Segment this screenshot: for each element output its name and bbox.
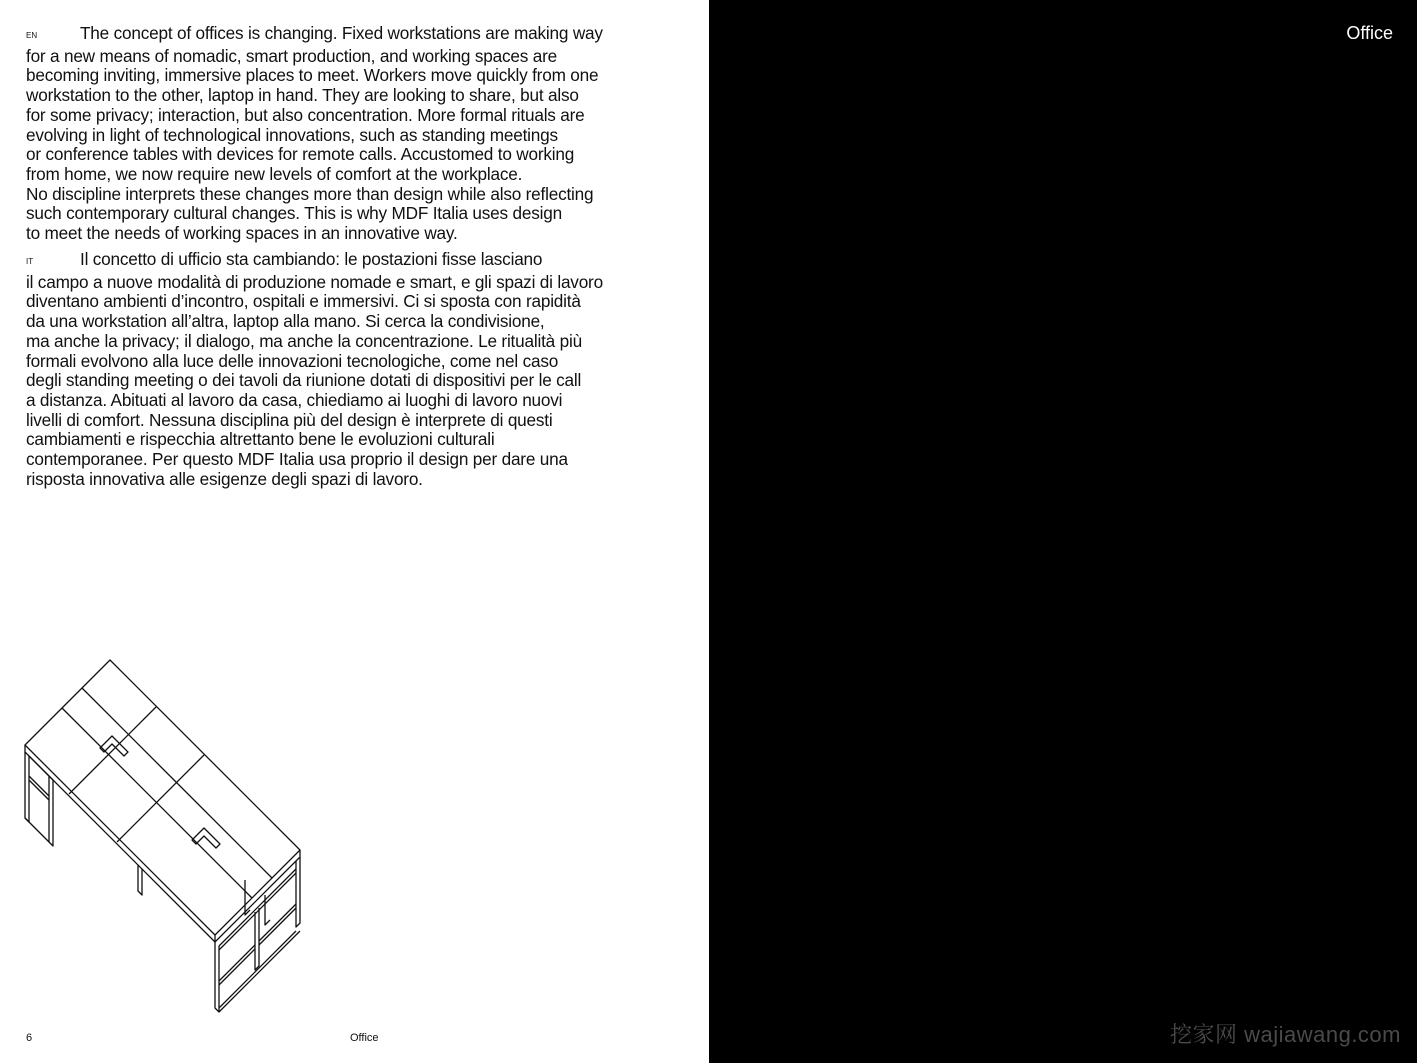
text-line [26, 292, 676, 312]
text-line-content: or conference tables with devices for remote calls. Accustomed to working [26, 144, 575, 165]
text-line-content: evolving in light of technological innovations, such as standing meetings [26, 124, 558, 145]
text-line-content: a distanza. Abituati al lavoro da casa, chiediamo ai luoghi di lavoro nuovi [26, 389, 563, 410]
text-line-content: formali evolvono alla luce delle innovazioni tecnologiche, come nel caso [26, 350, 559, 371]
text-line-content: workstation to the other, laptop in hand. They are looking to share, but also [26, 85, 579, 106]
text-line-content: for a new means of nomadic, smart production, and working spaces are [26, 45, 557, 66]
text-line-content: such contemporary cultural changes. This is why MDF Italia uses design [26, 203, 562, 224]
text-line [26, 273, 676, 293]
text-line [26, 450, 676, 470]
text-line [26, 430, 676, 450]
text-line-content: to meet the needs of working spaces in an innovative way. [26, 223, 458, 244]
text-line [26, 352, 676, 372]
text-line-content: diventano ambienti d’incontro, ospitali e immersivi. Ci si sposta con rapidità [26, 291, 581, 312]
page-number: 6 [26, 1032, 33, 1044]
text-line-content: il campo a nuove modalità di produzione nomade e smart, e gli spazi di lavoro [26, 271, 603, 292]
text-line [26, 224, 676, 244]
text-line [26, 411, 676, 431]
text-line [26, 470, 676, 490]
text-line [26, 86, 676, 106]
text-line [26, 204, 676, 224]
text-line [26, 250, 676, 273]
text-line [26, 106, 676, 126]
text-line [26, 47, 676, 67]
text-line-content: risposta innovativa alle esigenze degli spazi di lavoro. [26, 468, 423, 489]
text-line-content: livelli di comfort. Nessuna disciplina più del design è interprete di questi [26, 409, 553, 430]
text-line-content: degli standing meeting o dei tavoli da riunione dotati di dispositivi per le call [26, 370, 582, 391]
text-line [26, 66, 676, 86]
right-page [709, 0, 1417, 1063]
watermark: 挖家网 wajiawang.com [1169, 1022, 1401, 1047]
text-line [26, 391, 676, 411]
text-line [26, 145, 676, 165]
text-line [26, 371, 676, 391]
text-line-content: for some privacy; interaction, but also concentration. More formal rituals are [26, 104, 585, 125]
text-line-content: becoming inviting, immersive places to meet. Workers move quickly from one [26, 65, 599, 86]
text-line-content: The concept of offices is changing. Fixed workstations are making way [80, 23, 603, 43]
text-line [26, 165, 676, 185]
text-line [26, 312, 676, 332]
section-title: Office [1346, 23, 1393, 43]
text-line-content: from home, we now require new levels of comfort at the workplace. [26, 163, 523, 184]
text-line [26, 332, 676, 352]
text-line-content: ma anche la privacy; il dialogo, ma anche la concentrazione. Le ritualità più [26, 330, 582, 351]
language-code-label: IT [26, 257, 34, 266]
text-line-content: Il concetto di ufficio sta cambiando: le postazioni fisse lasciano [80, 249, 543, 269]
language-code-label: EN [26, 31, 38, 40]
text-line [26, 185, 676, 205]
english-text-block [26, 24, 676, 244]
desk-line-drawing-icon [20, 655, 310, 1015]
text-line-content: cambiamenti e rispecchia altrettanto bene le evoluzioni culturali [26, 429, 495, 450]
text-line-content: da una workstation all’altra, laptop alla mano. Si cerca la condivisione, [26, 311, 545, 332]
text-line [26, 24, 676, 47]
footer-section-label: Office [350, 1032, 379, 1044]
text-line [26, 126, 676, 146]
text-line-content: contemporanee. Per questo MDF Italia usa proprio il design per dare una [26, 449, 568, 470]
italian-text-block [26, 250, 676, 489]
text-line-content: No discipline interprets these changes more than design while also reflecting [26, 183, 594, 204]
